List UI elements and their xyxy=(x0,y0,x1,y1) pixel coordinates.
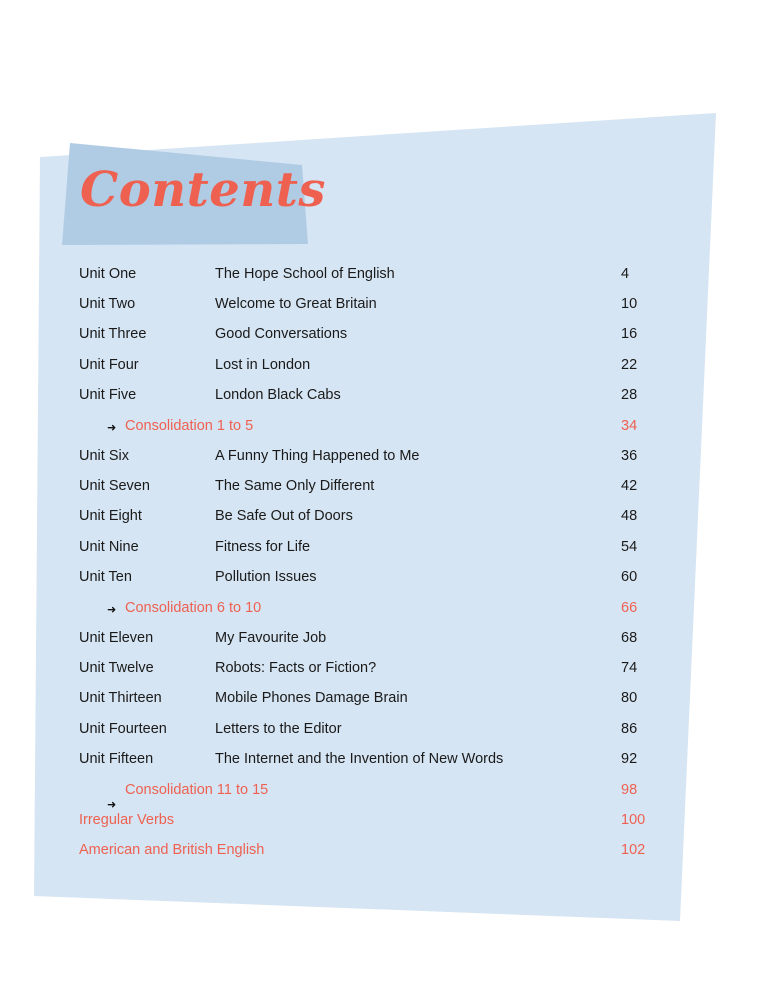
unit-topic: The Internet and the Invention of New Words xyxy=(215,751,504,767)
unit-name: Unit Seven xyxy=(79,478,150,494)
appendix-label: American and British English xyxy=(79,842,265,858)
toc-row[interactable] xyxy=(0,478,757,502)
page-number: 4 xyxy=(621,266,630,282)
page-number: 10 xyxy=(621,296,638,312)
page-number: 86 xyxy=(621,721,638,737)
arrow-icon: ➜ xyxy=(107,422,117,434)
unit-name: Unit Six xyxy=(79,448,129,464)
page-title: Contents xyxy=(80,162,326,218)
page-number: 74 xyxy=(621,660,638,676)
page-number: 92 xyxy=(621,751,638,767)
consolidation-label: Consolidation 6 to 10 xyxy=(125,600,262,616)
appendix-row[interactable] xyxy=(0,842,757,866)
consolidation-row[interactable] xyxy=(0,782,757,811)
page-number: 98 xyxy=(621,782,638,798)
toc-row[interactable] xyxy=(0,357,757,381)
unit-name: Unit Three xyxy=(79,326,147,342)
unit-topic: Lost in London xyxy=(215,357,311,373)
page-number: 48 xyxy=(621,508,638,524)
consolidation-label: Consolidation 1 to 5 xyxy=(125,418,254,434)
page-number: 28 xyxy=(621,387,638,403)
arrow-icon: ➜ xyxy=(107,604,117,616)
toc-row[interactable] xyxy=(0,326,757,350)
unit-name: Unit Fourteen xyxy=(79,721,167,737)
toc-row[interactable] xyxy=(0,448,757,472)
page-number: 60 xyxy=(621,569,638,585)
unit-name: Unit Ten xyxy=(79,569,132,585)
unit-topic: Pollution Issues xyxy=(215,569,317,585)
toc-row[interactable] xyxy=(0,387,757,411)
toc-row[interactable] xyxy=(0,721,757,745)
unit-name: Unit Five xyxy=(79,387,137,403)
consolidation-row[interactable] xyxy=(0,600,757,624)
unit-name: Unit Twelve xyxy=(79,660,154,676)
page-number: 68 xyxy=(621,630,638,646)
page-number: 54 xyxy=(621,539,638,555)
unit-topic: Welcome to Great Britain xyxy=(215,296,377,312)
unit-topic: Be Safe Out of Doors xyxy=(215,508,353,524)
unit-name: Unit Fifteen xyxy=(79,751,154,767)
toc-row[interactable] xyxy=(0,751,757,775)
consolidation-label: Consolidation 11 to 15 xyxy=(125,782,269,798)
toc-row[interactable] xyxy=(0,630,757,654)
toc-row[interactable] xyxy=(0,296,757,320)
unit-name: Unit Thirteen xyxy=(79,690,162,706)
consolidation-row[interactable] xyxy=(0,418,757,442)
toc-row[interactable] xyxy=(0,690,757,714)
page-number: 16 xyxy=(621,326,638,342)
page-number: 80 xyxy=(621,690,638,706)
page-number: 66 xyxy=(621,600,638,616)
toc-row[interactable] xyxy=(0,266,757,290)
unit-topic: My Favourite Job xyxy=(215,630,327,646)
unit-name: Unit One xyxy=(79,266,137,282)
unit-topic: A Funny Thing Happened to Me xyxy=(215,448,420,464)
page-number: 102 xyxy=(621,842,646,858)
appendix-label: Irregular Verbs xyxy=(79,812,175,828)
toc-row[interactable] xyxy=(0,508,757,532)
unit-topic: Robots: Facts or Fiction? xyxy=(215,660,377,676)
page-number: 34 xyxy=(621,418,638,434)
unit-topic: London Black Cabs xyxy=(215,387,341,403)
page-number: 36 xyxy=(621,448,638,464)
page-number: 100 xyxy=(621,812,646,828)
toc-row[interactable] xyxy=(0,660,757,684)
unit-topic: The Hope School of English xyxy=(215,266,395,282)
toc-row[interactable] xyxy=(0,569,757,593)
unit-name: Unit Nine xyxy=(79,539,139,555)
page-number: 22 xyxy=(621,357,638,373)
unit-topic: Letters to the Editor xyxy=(215,721,342,737)
unit-name: Unit Four xyxy=(79,357,139,373)
unit-name: Unit Eight xyxy=(79,508,142,524)
toc-row[interactable] xyxy=(0,539,757,563)
appendix-row[interactable] xyxy=(0,812,757,836)
arrow-icon: ➜ xyxy=(107,799,117,811)
unit-topic: Mobile Phones Damage Brain xyxy=(215,690,408,706)
unit-topic: The Same Only Different xyxy=(215,478,375,494)
unit-name: Unit Two xyxy=(79,296,136,312)
unit-topic: Good Conversations xyxy=(215,326,348,342)
unit-name: Unit Eleven xyxy=(79,630,154,646)
unit-topic: Fitness for Life xyxy=(215,539,311,555)
page-number: 42 xyxy=(621,478,638,494)
